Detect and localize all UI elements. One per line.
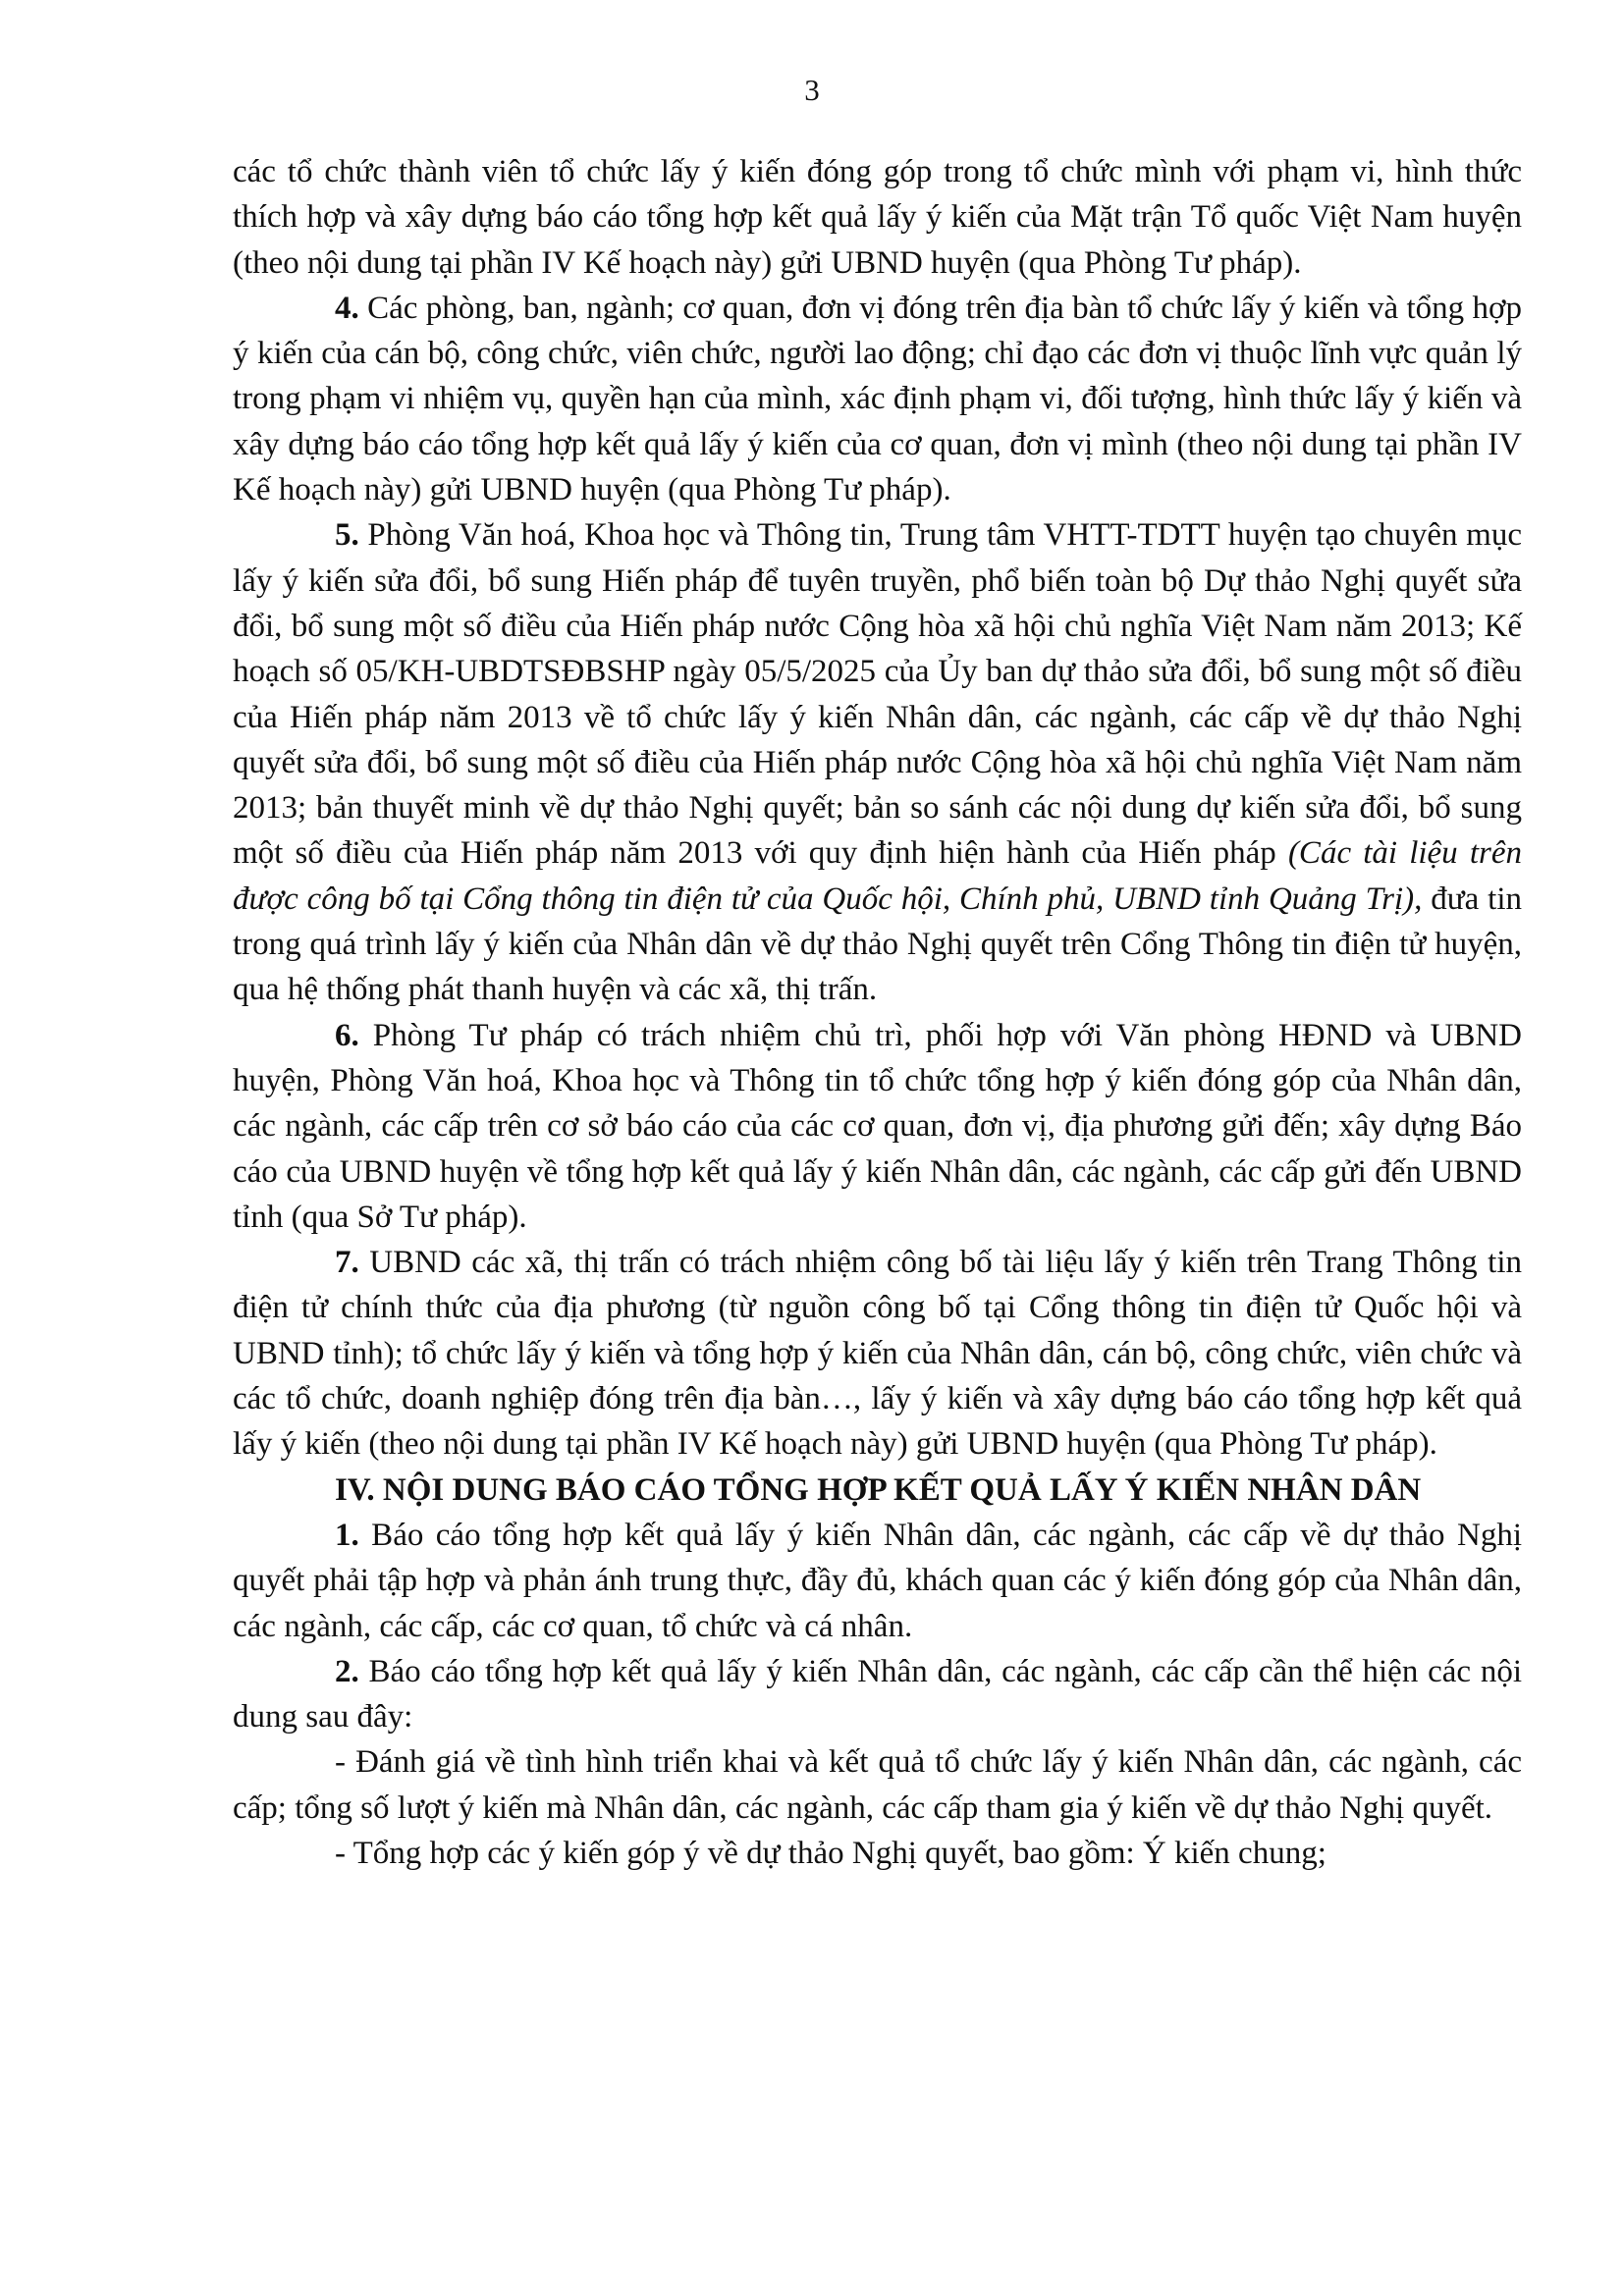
item-number: 5. [335,517,359,554]
bullet-item-2: - Tổng hợp các ý kiến góp ý về dự thảo Nghị quyết, bao gồm: Ý kiến chung; [335,1835,1326,1871]
item-number: 1. [335,1517,359,1553]
paragraph-text: Báo cáo tổng hợp kết quả lấy ý kiến Nhân dân, các ngành, các cấp về dự thảo Nghị quyết phải tập hợp và phản ánh trung thực, đầy đủ, khách quan các ý kiến đóng góp của Nhân dân, các ngành, các cấp, các cơ quan, tổ chức và cá nhân. [233,1517,1522,1644]
paragraph-italic-note: (Các tài liệu trên được công bố tại Cổng thông tin điện tử của Quốc hội, Chính phủ, UBND tỉnh Quảng Trị), [233,835,1522,917]
paragraph-text: đưa tin trong quá trình lấy ý kiến của Nhân dân về dự thảo Nghị quyết trên Cổng Thông tin điện tử huyện, qua hệ thống phát thanh huyện và các xã, thị trấn. [233,881,1523,1008]
section-iv-heading: IV. NỘI DUNG BÁO CÁO TỔNG HỢP KẾT QUẢ LẤY Ý KIẾN NHÂN DÂN [335,1471,1422,1508]
section-iv-item-1 [233,1513,1522,1649]
paragraph-4 [233,286,1522,512]
item-number: 4. [335,290,359,326]
paragraph-text: Báo cáo tổng hợp kết quả lấy ý kiến Nhân dân, các ngành, các cấp cần thể hiện các nội dung sau đây: [233,1653,1522,1735]
item-number: 2. [335,1653,359,1689]
paragraph-text: UBND các xã, thị trấn có trách nhiệm công bố tài liệu lấy ý kiến trên Trang Thông tin điện tử chính thức của địa phương (từ nguồn công bố tại Cổng thông tin điện tử Quốc hội và UBND tỉnh); tổ chức lấy ý kiến và tổng hợp ý kiến của Nhân dân, cán bộ, công chức, viên chức và các tổ chức, doanh nghiệp đóng trên địa bàn…, lấy ý kiến và xây dựng báo cáo tổng hợp kết quả lấy ý kiến (theo nội dung tại phần IV Kế hoạch này) gửi UBND huyện (qua Phòng Tư pháp). [233,1245,1522,1463]
paragraph-7 [233,1240,1522,1467]
paragraph-text: Phòng Tư pháp có trách nhiệm chủ trì, phối hợp với Văn phòng HĐND và UBND huyện, Phòng Văn hoá, Khoa học và Thông tin tổ chức tổng hợp ý kiến đóng góp của Nhân dân, các ngành, các cấp trên cơ sở báo cáo của các cơ quan, đơn vị, địa phương gửi đến; xây dựng Báo cáo của UBND huyện về tổng hợp kết quả lấy ý kiến Nhân dân, các ngành, các cấp gửi đến UBND tỉnh (qua Sở Tư pháp). [233,1017,1522,1235]
item-number: 7. [335,1245,359,1281]
bullet-item-1: - Đánh giá về tình hình triển khai và kết quả tổ chức lấy ý kiến Nhân dân, các ngành, các cấp; tổng số lượt ý kiến mà Nhân dân, các ngành, các cấp tham gia ý kiến về dự thảo Nghị quyết. [233,1744,1522,1826]
paragraph-3-continued: các tổ chức thành viên tổ chức lấy ý kiến đóng góp trong tổ chức mình với phạm vi, hình thức thích hợp và xây dựng báo cáo tổng hợp kết quả lấy ý kiến của Mặt trận Tổ quốc Việt Nam huyện (theo nội dung tại phần IV Kế hoạch này) gửi UBND huyện (qua Phòng Tư pháp). [233,154,1522,281]
page-number: 3 [804,73,820,107]
paragraph-text: Các phòng, ban, ngành; cơ quan, đơn vị đóng trên địa bàn tổ chức lấy ý kiến và tổng hợp ý kiến của cán bộ, công chức, viên chức, người lao động; chỉ đạo các đơn vị thuộc lĩnh vực quản lý trong phạm vi nhiệm vụ, quyền hạn của mình, xác định phạm vi, đối tượng, hình thức lấy ý kiến và xây dựng báo cáo tổng hợp kết quả lấy ý kiến của cơ quan, đơn vị mình (theo nội dung tại phần IV Kế hoạch này) gửi UBND huyện (qua Phòng Tư pháp). [233,290,1522,508]
paragraph-6 [233,1013,1522,1240]
paragraph-text: Phòng Văn hoá, Khoa học và Thông tin, Trung tâm VHTT-TDTT huyện tạo chuyên mục lấy ý kiến sửa đổi, bổ sung Hiến pháp để tuyên truyền, phổ biến toàn bộ Dự thảo Nghị quyết sửa đổi, bổ sung một số điều của Hiến pháp nước Cộng hòa xã hội chủ nghĩa Việt Nam năm 2013; Kế hoạch số 05/KH-UBDTSĐBSHP ngày 05/5/2025 của Ủy ban dự thảo sửa đổi, bổ sung một số điều của Hiến pháp năm 2013 về tổ chức lấy ý kiến Nhân dân, các ngành, các cấp về dự thảo Nghị quyết sửa đổi, bổ sung một số điều của Hiến pháp nước Cộng hòa xã hội chủ nghĩa Việt Nam năm 2013; bản thuyết minh về dự thảo Nghị quyết; bản so sánh các nội dung dự kiến sửa đổi, bổ sung một số điều của Hiến pháp năm 2013 với quy định hiện hành của Hiến pháp [233,517,1522,872]
paragraph-5 [233,512,1522,1012]
item-number: 6. [335,1017,359,1053]
section-iv-item-2 [233,1649,1522,1740]
document-body [233,149,1522,1876]
